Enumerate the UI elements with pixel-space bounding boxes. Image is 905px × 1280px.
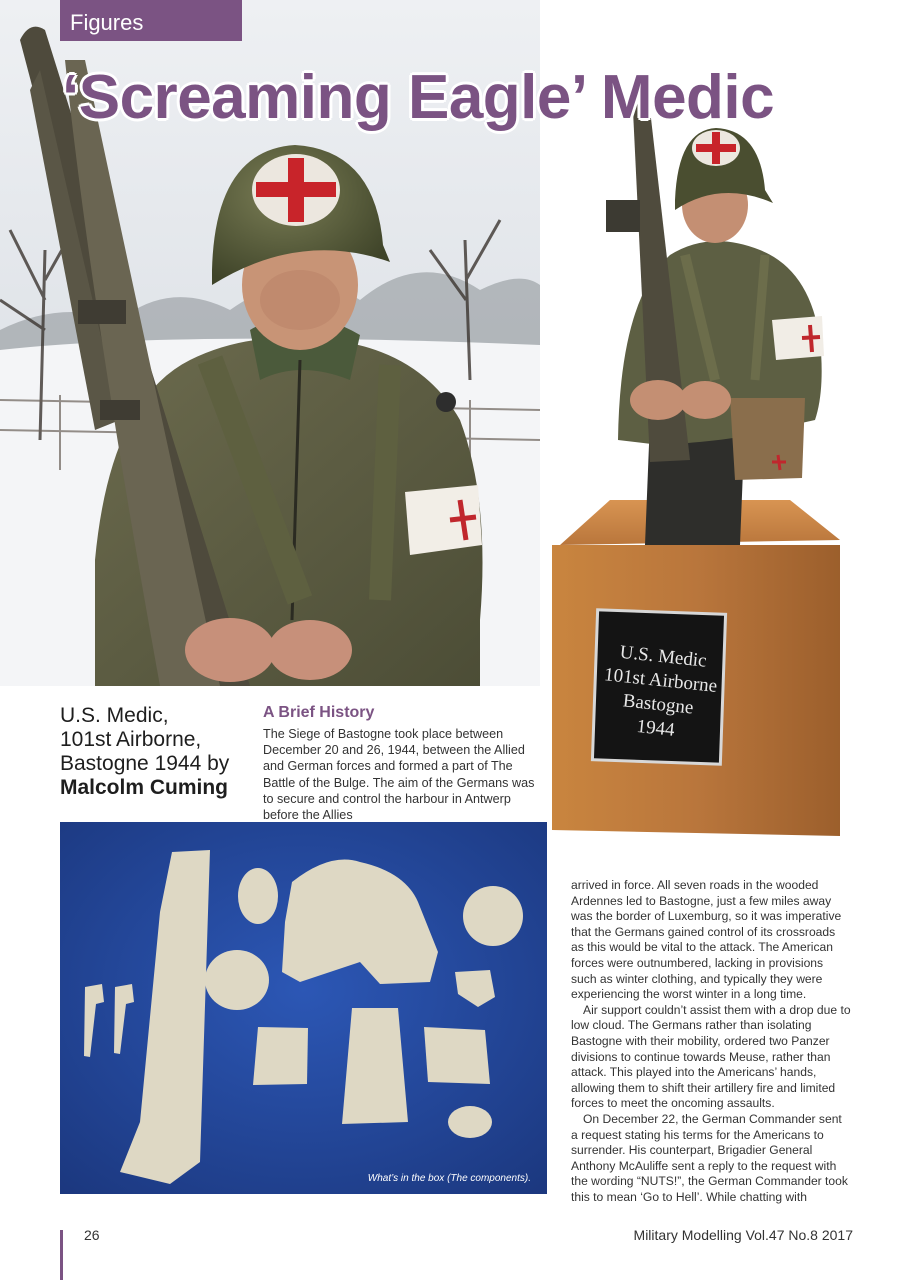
footer-accent-bar [60, 1230, 63, 1280]
plaque-line-4: 1944 [635, 715, 676, 741]
section-tab: Figures [60, 0, 242, 41]
intro-paragraph: The Siege of Bastogne took place between December 20 and 26, 1944, between the Allied and German forces and formed a part of The Battle of the Bulge. The aim of the Germans was to secure and control the harbour in Antwerp before the Allies [263, 727, 535, 823]
magazine-issue: Military Modelling Vol.47 No.8 2017 [633, 1227, 853, 1243]
kit-photo [60, 822, 547, 1194]
plaque-line-2: 101st Airborne [603, 664, 719, 698]
author-name: Malcolm Cuming [60, 776, 229, 799]
kit-caption: What’s in the box (The components). [367, 1173, 531, 1184]
subtitle-line-2: 101st Airborne, [60, 728, 202, 751]
body-paragraph-2: Air support couldn’t assist them with a drop due to low cloud. The Germans rather than isolating Bastogne with their mobility, ordered two Panzer divisions to continue towards Meuse, rather than attack. This played into the Americans’ hands, allowing them to shift their artillery fire and limited forces to meet the oncoming assaults. [571, 1002, 851, 1111]
page-number: 26 [84, 1227, 100, 1243]
history-heading: A Brief History [263, 704, 375, 721]
body-column [571, 878, 851, 1205]
subtitle-line-1: U.S. Medic, [60, 704, 169, 727]
body-paragraph-1: arrived in force. All seven roads in the wooded Ardennes led to Bastogne, just a few miles away was the border of Luxemburg, so it was imperative that the Germans gained control of its crossroads as this would be vital to the attack. The American forces were outnumbered, lacking in provisions such as winter clothing, and typically they were experiencing the worst winter in a long time. [571, 878, 842, 1002]
article-subtitle [60, 704, 260, 800]
article-title: ‘Screaming Eagle’ Medic [62, 63, 775, 132]
subtitle-line-3: Bastogne 1944 by [60, 752, 230, 775]
plaque-line-1: U.S. Medic [618, 641, 708, 672]
body-paragraph-3: On December 22, the German Commander sent a request stating his terms for the Americans to surrender. His counterpart, Brigadier General Anthony McAuliffe sent a reply to the request with the wording “NUTS!”, the German Commander took this to mean ‘Go to Hell’. While chatting with [571, 1111, 848, 1204]
plaque-line-3: Bastogne [621, 690, 695, 719]
